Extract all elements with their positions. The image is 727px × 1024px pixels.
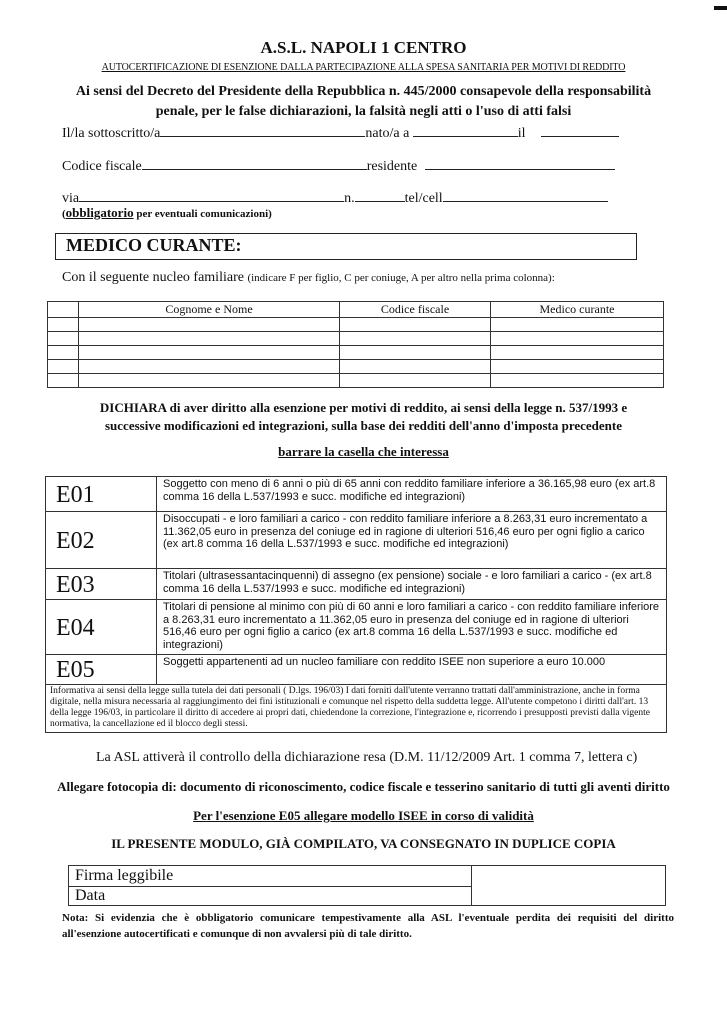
exemption-row-e03[interactable] (46, 569, 667, 600)
exemption-text: Titolari (ultrasessantacinquenni) di assegno (ex pensione) sociale - e loro familiari a carico - (ex art.8 comma 16 della L.537/1993 e succ. modifiche ed integrazioni) (157, 569, 667, 600)
label-n: n. (344, 191, 355, 206)
exemptions-table (45, 476, 667, 733)
exemption-code[interactable]: E01 (46, 477, 157, 512)
exemption-text: Disoccupati - e loro familiari a carico - con reddito familiare inferiore a 8.263,31 euro incrementato a 11.362,05 euro in presenza del coniuge ed in ragione di ulteriori 516,46 euro per ogni figlio a carico (ex art.8 comma 16 della L.537/1993 e succ. modifiche ed integrazioni) (157, 512, 667, 569)
label-residente: residente (366, 159, 418, 174)
privacy-informativa: Informativa ai sensi della legge sulla tutela dei dati personali ( D.lgs. 196/03) I dati forniti dall'utente verranno trattati dall'amministrazione, anche in forma digitale, nella misura necessaria al raggiungimento dei fini istituzionali e comunque nel rispetto della suddetta legge. All'utente competono i diritti dall'art. 13 della legge 196/03, in particolare il diritto di accedere ai propri dati, chiedendone la correzione, l'integrazione e, ricorrendo i presupposti previsti dalla vigente normativa, la cancellazione ed il blocco degli stessi. (46, 685, 667, 733)
table-row[interactable] (48, 346, 664, 360)
label-il: il (517, 126, 526, 141)
e05-isee-note: Per l'esenzione E05 allegare modello ISEE in corso di validità (193, 808, 534, 823)
label-sottoscritto: Il/la sottoscritto/a (62, 126, 161, 141)
exemption-text: Soggetti appartenenti ad un nucleo familiare con reddito ISEE non superiore a euro 10.000 (157, 655, 667, 685)
nucleo-text: Con il seguente nucleo familiare (62, 270, 244, 285)
table-row[interactable] (48, 360, 664, 374)
page-title: A.S.L. NAPOLI 1 CENTRO (260, 38, 467, 57)
medico-curante-label: MEDICO CURANTE: (66, 235, 242, 255)
obbligatorio-label: obbligatorio (65, 205, 134, 220)
dichiara-line-2: successive modificazioni ed integrazioni, sulla base dei redditi dell'anno d'imposta precedente (105, 418, 622, 433)
via-input-line[interactable] (79, 187, 344, 202)
form-subtitle: AUTOCERTIFICAZIONE DI ESENZIONE DALLA PARTECIPAZIONE ALLA SPESA SANITARIA PER MOTIVI DI REDDITO (101, 62, 626, 73)
codice-fiscale-input-line[interactable] (142, 155, 367, 170)
firma-field[interactable]: Firma leggibile (69, 866, 472, 887)
tel-input-line[interactable] (443, 187, 608, 202)
table-row[interactable] (48, 374, 664, 388)
intro-line-1: Ai sensi del Decreto del Presidente della Repubblica n. 445/2000 consapevole della responsabilità (75, 84, 652, 99)
exemption-row-e05[interactable] (46, 655, 667, 685)
signature-box (68, 865, 666, 906)
row-codice-fiscale (62, 155, 615, 175)
family-table-header (48, 302, 664, 318)
exemption-code[interactable]: E05 (46, 655, 157, 685)
family-col-relation (48, 302, 79, 318)
label-nato: nato/a a (365, 126, 410, 141)
family-col-medico: Medico curante (491, 302, 664, 318)
informativa-row (46, 685, 667, 733)
nucleo-note: (indicare F per figlio, C per coniuge, A per altro nella prima colonna): (247, 272, 555, 284)
sottoscritto-input-line[interactable] (160, 122, 365, 137)
data-field[interactable]: Data (69, 887, 472, 906)
exemption-row-e02[interactable] (46, 512, 667, 569)
label-tel: tel/cell (404, 191, 443, 206)
residente-input-line[interactable] (425, 155, 615, 170)
nucleo-line (62, 270, 555, 286)
label-codice-fiscale: Codice fiscale (62, 159, 142, 174)
exemption-row-e04[interactable] (46, 600, 667, 655)
exemption-row-e01[interactable] (46, 477, 667, 512)
exemption-text: Titolari di pensione al minimo con più di 60 anni e loro familiari a carico - con reddito familiare inferiore a 8.263,31 euro incrementato a 11.362,05 euro in presenza del coniuge ed in ragione di ulteriori 516,46 euro per ogni figlio a carico (ex art.8 comma 16 della L.537/1993 e succ. modifiche ed integrazioni) (157, 600, 667, 655)
row-sottoscritto (62, 122, 619, 142)
family-table (47, 301, 664, 388)
nota-obbligo: Nota: Si evidenzia che è obbligatorio comunicare tempestivamente alla ASL l'eventuale perdita dei requisiti del diritto all'esenzione autocertificati e comunque di non avvalersi più di tale diritto. (62, 912, 674, 940)
numero-input-line[interactable] (355, 187, 405, 202)
table-row[interactable] (48, 332, 664, 346)
medico-curante-box[interactable] (55, 233, 637, 260)
label-via: via (62, 191, 80, 206)
obbligatorio-description: per eventuali comunicazioni) (136, 208, 272, 220)
table-row[interactable] (48, 318, 664, 332)
scan-mark (714, 6, 727, 10)
data-nascita-input-line[interactable] (541, 122, 619, 137)
paren-open: ( (62, 208, 66, 220)
controllo-statement: La ASL attiverà il controllo della dichiarazione resa (D.M. 11/12/2009 Art. 1 comma 7, lettera c) (96, 750, 638, 765)
exemption-code[interactable]: E03 (46, 569, 157, 600)
exemption-text: Soggetto con meno di 6 anni o più di 65 anni con reddito familiare inferiore a 36.165,98 euro (ex art.8 comma 16 della L.537/1993 e succ. modifiche ed integrazioni) (157, 477, 667, 512)
dichiara-line-1: DICHIARA di aver diritto alla esenzione per motivi di reddito, ai sensi della legge n. 537/1993 e (99, 400, 628, 415)
consegna-statement: IL PRESENTE MODULO, GIÀ COMPILATO, VA CONSEGNATO IN DUPLICE COPIA (111, 836, 616, 851)
intro-line-2: penale, per le false dichiarazioni, la falsità negli atti o l'uso di atti falsi (155, 104, 572, 119)
barrare-instruction: barrare la casella che interessa (278, 444, 449, 459)
exemption-code[interactable]: E02 (46, 512, 157, 569)
family-col-codice-fiscale: Codice fiscale (340, 302, 491, 318)
family-col-nome: Cognome e Nome (79, 302, 340, 318)
nato-input-line[interactable] (413, 122, 518, 137)
signature-area[interactable] (472, 866, 666, 906)
obbligatorio-note (62, 205, 272, 221)
exemption-code[interactable]: E04 (46, 600, 157, 655)
row-via (62, 187, 608, 207)
allegare-statement: Allegare fotocopia di: documento di riconoscimento, codice fiscale e tesserino sanitario di tutti gli aventi diritto (57, 779, 670, 794)
